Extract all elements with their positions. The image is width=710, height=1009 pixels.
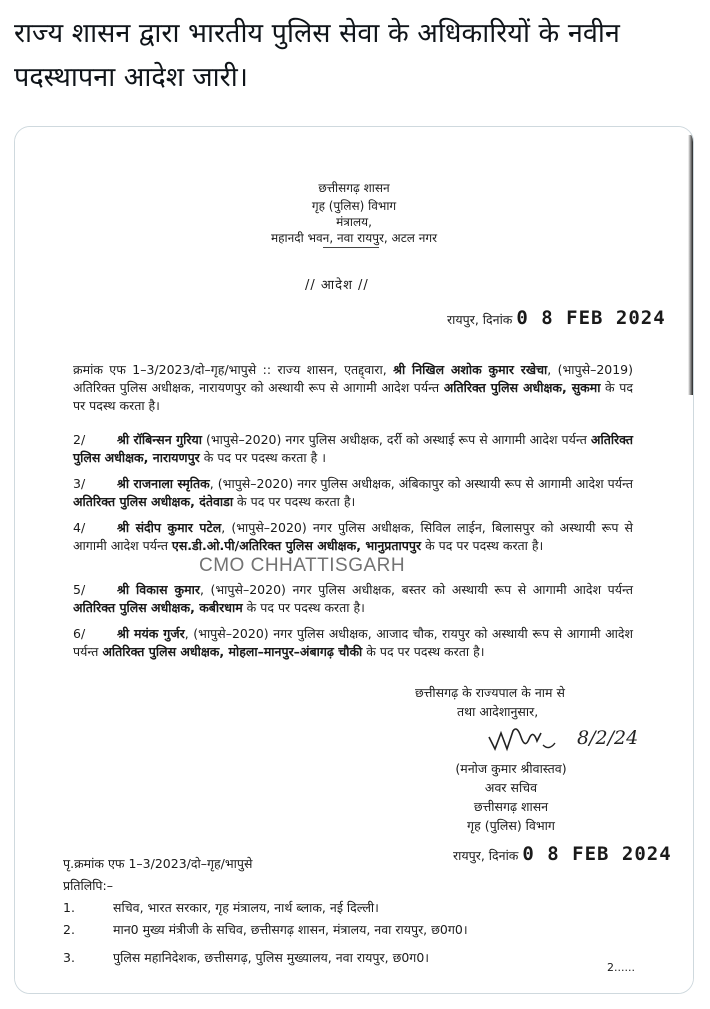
copy-label: प्रतिलिपि:– bbox=[63, 878, 113, 893]
attached-image-card[interactable] bbox=[14, 126, 694, 994]
copy-date bbox=[453, 843, 672, 865]
handwritten-date: 8/2/24 bbox=[577, 727, 639, 749]
watermark: CMO CHHATTISGARH bbox=[199, 555, 406, 576]
order-date-prefix: रायपुर, दिनांक bbox=[447, 312, 513, 327]
copy-item-2: 2. मान0 मुख्य मंत्रीजी के सचिव, छत्तीसगढ़ शासन, मंत्रालय, नवा रायपुर, छ0ग0। bbox=[63, 922, 468, 937]
signature-line-1: छत्तीसगढ़ के राज्यपाल के नाम से bbox=[415, 685, 565, 700]
signatory-government: छत्तीसगढ़ शासन bbox=[473, 799, 549, 814]
post-text: राज्य शासन द्वारा भारतीय पुलिस सेवा के अधिकारियों के नवीन पदस्थापना आदेश जारी। bbox=[14, 18, 620, 93]
order-title: // आदेश // bbox=[305, 278, 369, 293]
signatory-name: (मनोज कुमार श्रीवास्तव) bbox=[455, 761, 567, 776]
copy-item-3: 3. पुलिस महानिदेशक, छत्तीसगढ़, पुलिस मुख्यालय, नवा रायपुर, छ0ग0। bbox=[63, 950, 430, 965]
copy-reference-number: पृ.क्रमांक एफ 1–3/2023/दो–गृह/भापुसे bbox=[63, 856, 253, 871]
order-paragraph-2: 2/ श्री रॉबिन्सन गुरिया (भापुसे–2020) नगर पुलिस अधीक्षक, दर्री को अस्थाई रूप से आगामी आदेश पर्यन्त अतिरिक्त पुलिस अधीक्षक, नारायणपुर के पद पर पदस्थ करता है । bbox=[73, 432, 633, 465]
order-paragraph-4: 4/ श्री संदीप कुमार पटेल, (भापुसे–2020) नगर पुलिस अधीक्षक, सिविल लाईन, बिलासपुर को अस्थायी रूप से आगामी आदेश पर्यन्त एस.डी.ओ.पी/अतिरिक्त पुलिस अधीक्षक, भानुप्रतापपुर के पद पर पदस्थ करता है। bbox=[73, 520, 633, 553]
header-rule bbox=[323, 247, 379, 248]
order-paragraph-5: 5/ श्री विकास कुमार, (भापुसे–2020) नगर पुलिस अधीक्षक, बस्तर को अस्थायी रूप से आगामी आदेश पर्यन्त अतिरिक्त पुलिस अधीक्षक, कबीरधाम के पद पर पदस्थ करता है। bbox=[73, 582, 633, 615]
order-paragraph-6: 6/ श्री मयंक गुर्जर, (भापुसे–2020) नगर पुलिस अधीक्षक, आजाद चौक, रायपुर को अस्थायी रूप से आगामी आदेश पर्यन्त अतिरिक्त पुलिस अधीक्षक, मोहला–मानपुर–अंबागढ़ चौकी के पद पर पदस्थ करता है। bbox=[73, 626, 633, 659]
order-date bbox=[447, 307, 666, 329]
signature-line-2: तथा आदेशानुसार, bbox=[457, 704, 539, 719]
government-order-document bbox=[15, 127, 693, 993]
signatory-department: गृह (पुलिस) विभाग bbox=[467, 818, 555, 833]
header-line-3: मंत्रालय, bbox=[336, 215, 372, 229]
signatory-designation: अवर सचिव bbox=[484, 780, 538, 795]
page-number: 2...... bbox=[607, 961, 635, 974]
copy-item-1: 1. सचिव, भारत सरकार, गृह मंत्रालय, नार्थ ब्लाक, नई दिल्ली। bbox=[63, 900, 379, 915]
order-paragraph-3: 3/ श्री राजनाला स्मृतिक, (भापुसे–2020) नगर पुलिस अधीक्षक, अंबिकापुर को अस्थायी रूप से आगामी आदेश पर्यन्त अतिरिक्त पुलिस अधीक्षक, दंतेवाडा के पद पर पदस्थ करता है। bbox=[73, 476, 634, 509]
header-line-2: गृह (पुलिस) विभाग bbox=[311, 199, 397, 213]
copy-date-prefix: रायपुर, दिनांक bbox=[453, 848, 519, 863]
copy-date-stamp: 0 8 FEB 2024 bbox=[522, 843, 672, 865]
header-line-4: महानदी भवन, नवा रायपुर, अटल नगर bbox=[270, 231, 438, 245]
order-date-stamp: 0 8 FEB 2024 bbox=[516, 307, 666, 329]
page-edge-shadow bbox=[688, 135, 693, 395]
header-line-1: छत्तीसगढ़ शासन bbox=[318, 181, 390, 195]
order-paragraph-1: क्रमांक एफ 1–3/2023/दो–गृह/भापुसे :: राज्य शासन, एतद्द्वारा, श्री निखिल अशोक कुमार रखेचा, (भापुसे–2019) अतिरिक्त पुलिस अधीक्षक, नारायणपुर को अस्थायी रूप से आगामी आदेश पर्यन्त अतिरिक्त पुलिस अधीक्षक, सुकमा के पद पर पदस्थ करता है। bbox=[73, 362, 634, 413]
